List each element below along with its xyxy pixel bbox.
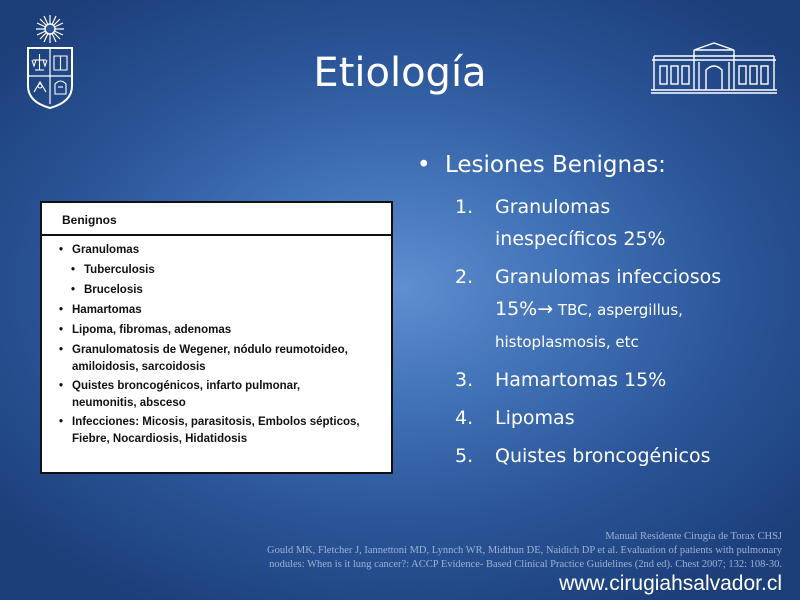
table-line: • Granulomas <box>59 244 140 256</box>
table-line: • Granulomatosis de Wegener, nódulo reumotoideo, <box>59 344 348 356</box>
bullet-list <box>415 148 795 478</box>
reference-citation: Manual Residente Cirugía de Torax CHSJ Gould MK, Fletcher J, Iannettoni MD, Lynnch WR, Midthun DE, Naidich DP et al. Evaluation of patients with pulmonary nodules: When is it lung cancer?: ACCP Evidence- Based Clinical Practice Guidelines (2nd ed). Chest 2007; 132: 108-30. <box>266 531 782 570</box>
table-line-continuation: Fiebre, Nocardiosis, Hidatidosis <box>72 433 248 445</box>
list-item: 4. Lipomas <box>455 407 575 429</box>
table-line-continuation: neumonitis, absceso <box>72 397 186 409</box>
website-url: www.cirugiahsalvador.cl <box>559 572 782 595</box>
arrow-icon: → <box>537 298 554 320</box>
table-line: • Tuberculosis <box>71 264 155 276</box>
list-item: 1. Granulomas inespecíficos 25% <box>455 196 666 250</box>
main-bullet-text: Lesiones Benignas: <box>445 152 666 178</box>
table-line: • Quistes broncogénicos, infarto pulmonar, <box>59 380 301 392</box>
bullet-marker: • <box>417 152 431 178</box>
table-body <box>42 236 391 448</box>
list-item: 3. Hamartomas 15% <box>455 369 667 391</box>
list-item: 2. Granulomas infecciosos 15%→ TBC, aspergillus, histoplasmosis, etc <box>455 266 722 351</box>
numbered-list <box>415 191 795 472</box>
table-header: Benignos <box>42 203 391 236</box>
table-line: • Hamartomas <box>59 304 142 316</box>
main-bullet <box>415 148 795 182</box>
table-line: • Infecciones: Micosis, parasitosis, Embolos sépticos, <box>59 416 360 428</box>
benign-lesions-table <box>40 201 393 474</box>
table-line: • Lipoma, fibromas, adenomas <box>59 324 232 336</box>
table-line: • Brucelosis <box>71 284 143 296</box>
table-line-continuation: amiloidosis, sarcoidosis <box>72 361 206 373</box>
list-item: 5. Quistes broncogénicos <box>455 445 711 467</box>
slide-title: Etiología <box>313 50 487 96</box>
